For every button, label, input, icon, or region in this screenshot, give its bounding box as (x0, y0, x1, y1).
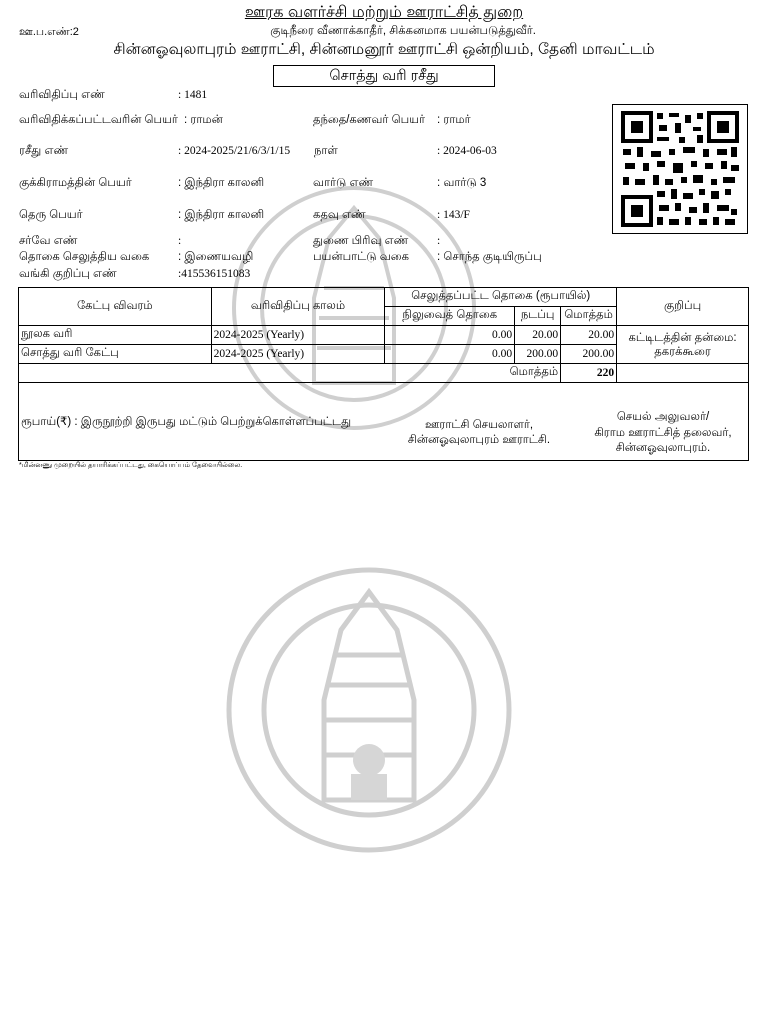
row-period: 2024-2025 (Yearly) (211, 326, 385, 345)
header-total: மொத்தம் (561, 307, 617, 326)
subdivision-value: : (437, 235, 441, 247)
assessment-no-value: : 1481 (178, 89, 208, 101)
payment-mode-value: : இணையவழி (178, 251, 254, 263)
clerk-line2: சின்னஓவுலாபுரம் ஊராட்சி. (407, 434, 551, 446)
footnote: *மின்னணு முறையில் தயாரிக்கப்பட்டது, கையொப்பம் தேவையில்லை. (19, 462, 243, 469)
grand-total-label: மொத்தம் (19, 364, 561, 383)
date-label: நாள் (314, 145, 338, 157)
father-name-value: : ராமர் (437, 114, 471, 126)
header-demand-details: கேட்பு விவரம் (19, 288, 212, 326)
amount-in-words: ரூபாய்(₹) : இருநூற்றி இருபது மட்டும் பெற்றுக்கொள்ளப்பட்டது (21, 416, 352, 428)
row-current: 200.00 (515, 345, 561, 364)
row-total: 20.00 (561, 326, 617, 345)
row-arrears: 0.00 (385, 345, 515, 364)
father-name-label: தந்தை/கணவர் பெயர் (313, 114, 426, 126)
village-label: குக்கிராமத்தின் பெயர் (19, 177, 132, 189)
row-period: 2024-2025 (Yearly) (211, 345, 385, 364)
panchayat-line: சின்னஓவுலாபுரம் ஊராட்சி, சின்னமனூர் ஊராட்சி ஒன்றியம், தேனி மாவட்டம் (113, 41, 655, 58)
ward-value: : வார்டு 3 (437, 177, 487, 189)
header-arrears: நிலுவைத் தொகை (385, 307, 515, 326)
water-slogan: குடிநீரை வீணாக்காதீர், சிக்கனமாக பயன்படுத்துவீர். (270, 25, 536, 37)
payment-mode-label: தொகை செலுத்திய வகை (19, 251, 150, 263)
survey-value: : (178, 235, 182, 247)
assessee-name-value: : ராமன் (184, 114, 223, 126)
row-item: சொத்து வரி கேட்பு (19, 345, 212, 364)
street-label: தெரு பெயர் (19, 209, 83, 221)
clerk-line1: ஊராட்சி செயலாளர், (424, 419, 534, 431)
village-value: : இந்திரா காலனி (178, 177, 265, 189)
survey-label: சர்வே எண் (19, 235, 78, 247)
department-title: ஊரக வளர்ச்சி மற்றும் ஊராட்சித் துறை (244, 4, 524, 21)
row-current: 20.00 (515, 326, 561, 345)
receipt-no-value: : 2024-2025/21/6/3/1/15 (178, 145, 291, 157)
table-row (19, 326, 749, 345)
receipt-no-label: ரசீது எண் (19, 145, 69, 157)
usage-value: : சொந்த குடியிருப்பு (437, 251, 542, 263)
empty-cell (617, 364, 749, 383)
form-number: ஊ.ப.எண்:2 (19, 26, 79, 38)
qr-code-icon (613, 105, 747, 233)
ward-label: வார்டு எண் (313, 177, 374, 189)
street-value: : இந்திரா காலனி (178, 209, 265, 221)
subdivision-label: துணை பிரிவு எண் (313, 235, 409, 247)
remarks-building-type: கட்டிடத்தின் தன்மை: தகரக்கூரை (617, 326, 749, 364)
bank-ref-value: :415536151083 (178, 268, 251, 280)
header-paid-amount: செலுத்தப்பட்ட தொகை (ரூபாயில்) (385, 288, 617, 307)
row-item: நூலக வரி (19, 326, 212, 345)
row-arrears: 0.00 (385, 326, 515, 345)
assessee-name-label: வரிவிதிக்கப்பட்டவரின் பெயர் (19, 114, 178, 126)
officer-line1: செயல் அலுவலர்/ (616, 411, 710, 423)
door-label: கதவு எண் (313, 209, 366, 221)
header-tax-period: வரிவிதிப்பு காலம் (211, 288, 385, 326)
tn-emblem-watermark-bottom (219, 560, 519, 860)
total-row (19, 364, 749, 383)
qr-code (612, 104, 748, 234)
usage-label: பயன்பாட்டு வகை (313, 251, 409, 263)
officer-line3: சின்னஓவுலாபுரம். (615, 442, 711, 454)
grand-total-value: 220 (561, 364, 617, 383)
officer-line2: கிராம ஊராட்சித் தலைவர், (594, 427, 732, 439)
signature-box (18, 382, 749, 461)
door-value: : 143/F (437, 209, 470, 221)
date-value: : 2024-06-03 (437, 145, 497, 157)
assessment-no-label: வரிவிதிப்பு எண் (19, 89, 105, 101)
header-remarks: குறிப்பு (617, 288, 749, 326)
header-current: நடப்பு (515, 307, 561, 326)
row-total: 200.00 (561, 345, 617, 364)
tax-table (18, 287, 749, 383)
bank-ref-label: வங்கி குறிப்பு எண் (19, 268, 117, 280)
receipt-title: சொத்து வரி ரசீது (273, 65, 495, 87)
